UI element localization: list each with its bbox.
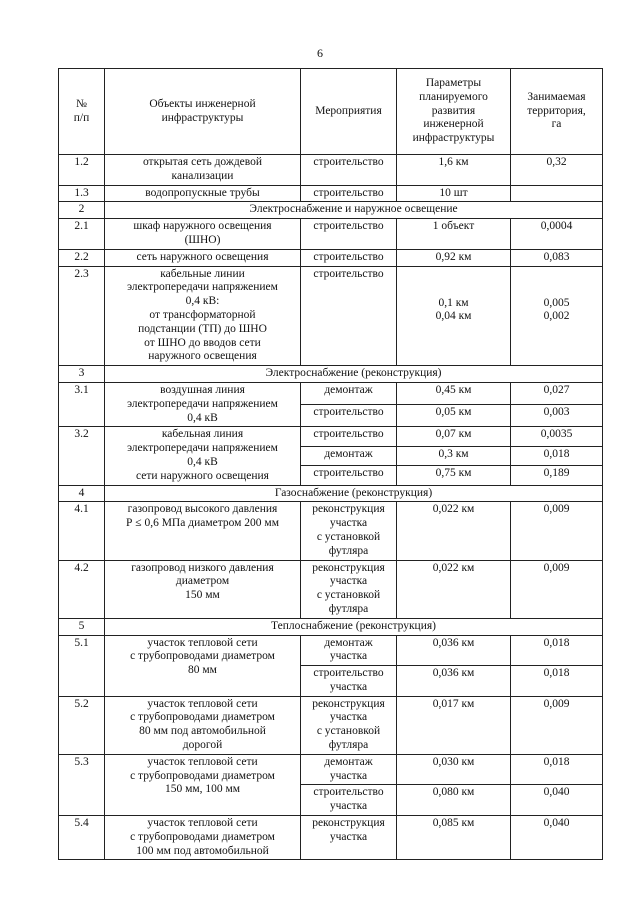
param-cell: 0,3 км (397, 446, 511, 465)
text-line: наружного освещения (148, 350, 257, 363)
object-cell (105, 155, 301, 186)
object-cell (105, 635, 301, 696)
text-line: Р ≤ 0,6 МПа диаметром 200 мм (126, 517, 279, 530)
infrastructure-table (58, 68, 603, 860)
param-cell (397, 266, 511, 366)
area-cell: 0,018 (511, 754, 603, 785)
measure-cell: строительство (301, 266, 397, 366)
text-line: реконструкция (312, 561, 385, 574)
header-objects (105, 69, 301, 155)
measure-cell (301, 816, 397, 860)
object-cell: сеть наружного освещения (105, 249, 301, 266)
text-line: 0,04 км (435, 310, 472, 323)
area-cell: 0,0004 (511, 219, 603, 250)
object-cell (105, 427, 301, 485)
measure-cell (301, 785, 397, 816)
measure-cell: демонтаж (301, 382, 397, 404)
section-row (59, 485, 603, 502)
param-cell: 0,07 км (397, 427, 511, 446)
row-number: 5.3 (59, 754, 105, 815)
text-line: с установкой (316, 725, 381, 738)
text-line: реконструкция (312, 503, 385, 516)
section-number: 3 (59, 366, 105, 383)
text-line: газопровод высокого давления (127, 503, 278, 516)
param-cell: 0,080 км (397, 785, 511, 816)
measure-cell (301, 754, 397, 785)
text-line: № (76, 97, 87, 110)
row-number: 5.4 (59, 816, 105, 860)
param-cell: 10 шт (397, 185, 511, 202)
text-line: шкаф наружного освещения (133, 220, 272, 233)
param-cell: 0,017 км (397, 696, 511, 754)
param-cell: 0,45 км (397, 382, 511, 404)
object-cell: водопропускные трубы (105, 185, 301, 202)
text-line: 80 мм под автомобильной (139, 725, 266, 738)
measure-cell (301, 696, 397, 754)
text-line: участка (329, 830, 368, 843)
object-cell (105, 266, 301, 366)
text-line: инфраструктуры (412, 132, 495, 145)
text-line: (ШНО) (184, 233, 221, 246)
text-line: участок тепловой сети (147, 817, 258, 830)
table-row (59, 382, 603, 404)
measure-cell (301, 560, 397, 618)
measure-cell: строительство (301, 466, 397, 485)
row-number: 1.2 (59, 155, 105, 186)
header-area (511, 69, 603, 155)
header-measures (301, 69, 397, 155)
table-row (59, 249, 603, 266)
text-line: кабельные линии (160, 267, 245, 280)
text-line: с трубопроводами диаметром (130, 769, 275, 782)
text-line: участок тепловой сети (147, 697, 258, 710)
area-cell: 0,040 (511, 785, 603, 816)
table-header-row (59, 69, 603, 155)
object-cell (105, 502, 301, 560)
row-number: 3.1 (59, 382, 105, 426)
param-cell: 0,036 км (397, 666, 511, 697)
measure-cell: строительство (301, 185, 397, 202)
area-cell: 0,018 (511, 666, 603, 697)
text-line: дорогой (182, 739, 223, 752)
area-cell (511, 185, 603, 202)
text-line: сети наружного освещения (136, 469, 269, 482)
measure-cell: строительство (301, 405, 397, 427)
area-cell: 0,009 (511, 696, 603, 754)
text-line: 80 мм (188, 664, 217, 677)
param-cell: 0,75 км (397, 466, 511, 485)
text-line: строительство (313, 786, 384, 799)
text-line: планируемого (419, 90, 488, 103)
param-cell: 1,6 км (397, 155, 511, 186)
text-line: участка (329, 680, 368, 693)
text-line: Объекты инженерной (149, 97, 256, 110)
area-cell: 0,189 (511, 466, 603, 485)
text-line: с установкой (316, 530, 381, 543)
area-cell: 0,0035 (511, 427, 603, 446)
table-row (59, 427, 603, 446)
measure-cell: строительство (301, 219, 397, 250)
table-row (59, 816, 603, 860)
text-line: футляра (328, 602, 369, 615)
section-row (59, 618, 603, 635)
area-cell (511, 266, 603, 366)
measure-cell: строительство (301, 249, 397, 266)
text-line: 0,4 кВ (187, 411, 218, 424)
text-line: Параметры (425, 77, 482, 89)
text-line: с установкой (316, 589, 381, 602)
text-line: участка (329, 517, 368, 530)
param-cell: 0,92 км (397, 249, 511, 266)
text-line: с трубопроводами диаметром (130, 830, 275, 843)
text-line: от ШНО до вводов сети (144, 336, 261, 349)
text-line: 150 мм (185, 589, 220, 602)
param-cell: 0,030 км (397, 754, 511, 785)
area-cell: 0,018 (511, 446, 603, 465)
row-number: 2.2 (59, 249, 105, 266)
text-line: 0,4 кВ: (185, 295, 220, 308)
row-number: 4.1 (59, 502, 105, 560)
table-row (59, 219, 603, 250)
table-row (59, 635, 603, 666)
section-title: Электроснабжение и наружное освещение (105, 202, 603, 219)
area-cell: 0,003 (511, 405, 603, 427)
object-cell (105, 382, 301, 426)
measure-cell (301, 502, 397, 560)
param-cell: 0,036 км (397, 635, 511, 666)
text-line: участка (329, 800, 368, 813)
section-title: Газоснабжение (реконструкция) (105, 485, 603, 502)
text-line: участка (329, 711, 368, 724)
area-cell: 0,027 (511, 382, 603, 404)
text-line: реконструкция (312, 697, 385, 710)
text-line: демонтаж (324, 636, 373, 649)
area-cell: 0,040 (511, 816, 603, 860)
text-line: инженерной (423, 118, 484, 131)
table-row (59, 560, 603, 618)
text-line: реконструкция (312, 817, 385, 830)
text-line: 0,002 (543, 310, 570, 323)
table-row (59, 266, 603, 366)
text-line: 0,005 (543, 296, 570, 309)
row-number: 2.1 (59, 219, 105, 250)
text-line: Занимаемая (527, 90, 586, 103)
text-line: 0,1 км (438, 296, 469, 309)
section-row (59, 366, 603, 383)
object-cell (105, 696, 301, 754)
area-cell: 0,32 (511, 155, 603, 186)
text-line: футляра (328, 544, 369, 557)
param-cell: 0,022 км (397, 560, 511, 618)
text-line: 0,4 кВ (187, 455, 218, 468)
measure-cell (301, 666, 397, 697)
table-row (59, 155, 603, 186)
object-cell (105, 219, 301, 250)
table-row (59, 185, 603, 202)
table-row (59, 696, 603, 754)
text-line: подстанции (ТП) до ШНО (138, 322, 267, 335)
text-line: 150 мм, 100 мм (164, 783, 241, 796)
param-cell: 0,05 км (397, 405, 511, 427)
header-params (397, 69, 511, 155)
section-title: Электроснабжение (реконструкция) (105, 366, 603, 383)
measure-cell (301, 635, 397, 666)
text-line: территория, (527, 104, 586, 117)
header-num (59, 69, 105, 155)
text-line: электропередачи напряжением (127, 442, 278, 455)
row-number: 3.2 (59, 427, 105, 485)
param-cell: 0,022 км (397, 502, 511, 560)
section-row (59, 202, 603, 219)
param-cell: 1 объект (397, 219, 511, 250)
text-line: демонтаж (324, 755, 373, 768)
text-line: участок тепловой сети (147, 636, 258, 649)
text-line: от трансформаторной (149, 308, 256, 321)
row-number: 1.3 (59, 185, 105, 202)
text-line: футляра (328, 739, 369, 752)
table-row (59, 754, 603, 785)
text-line: участка (329, 769, 368, 782)
text-line: участка (329, 575, 368, 588)
row-number: 4.2 (59, 560, 105, 618)
text-line: кабельная линия (161, 428, 244, 441)
text-line: строительство (313, 667, 384, 680)
section-number: 5 (59, 618, 105, 635)
section-number: 4 (59, 485, 105, 502)
text-line: с трубопроводами диаметром (130, 711, 275, 724)
text-line: газопровод низкого давления (131, 561, 274, 574)
area-cell: 0,009 (511, 502, 603, 560)
object-cell (105, 816, 301, 860)
text-line: участок тепловой сети (147, 755, 258, 768)
row-number: 5.2 (59, 696, 105, 754)
text-line: диаметром (175, 575, 230, 588)
text-line: п/п (73, 111, 90, 124)
section-number: 2 (59, 202, 105, 219)
section-title: Теплоснабжение (реконструкция) (105, 618, 603, 635)
area-cell: 0,018 (511, 635, 603, 666)
text-line: канализации (171, 169, 234, 182)
object-cell (105, 754, 301, 815)
object-cell (105, 560, 301, 618)
text-line: участка (329, 650, 368, 663)
row-number: 2.3 (59, 266, 105, 366)
area-cell: 0,009 (511, 560, 603, 618)
text-line: га (551, 118, 562, 131)
text-line: 100 мм под автомобильной (136, 844, 269, 857)
text-line: Мероприятия (315, 104, 382, 117)
measure-cell: строительство (301, 155, 397, 186)
table-row (59, 502, 603, 560)
measure-cell: демонтаж (301, 446, 397, 465)
measure-cell: строительство (301, 427, 397, 446)
text-line: воздушная линия (160, 383, 245, 396)
page-number: 6 (317, 46, 323, 60)
row-number: 5.1 (59, 635, 105, 696)
text-line: электропередачи напряжением (127, 397, 278, 410)
text-line: инфраструктуры (161, 111, 244, 124)
text-line: с трубопроводами диаметром (130, 650, 275, 663)
text-line: развития (431, 104, 476, 117)
text-line: электропередачи напряжением (127, 281, 278, 294)
area-cell: 0,083 (511, 249, 603, 266)
text-line: открытая сеть дождевой (142, 156, 263, 168)
param-cell: 0,085 км (397, 816, 511, 860)
